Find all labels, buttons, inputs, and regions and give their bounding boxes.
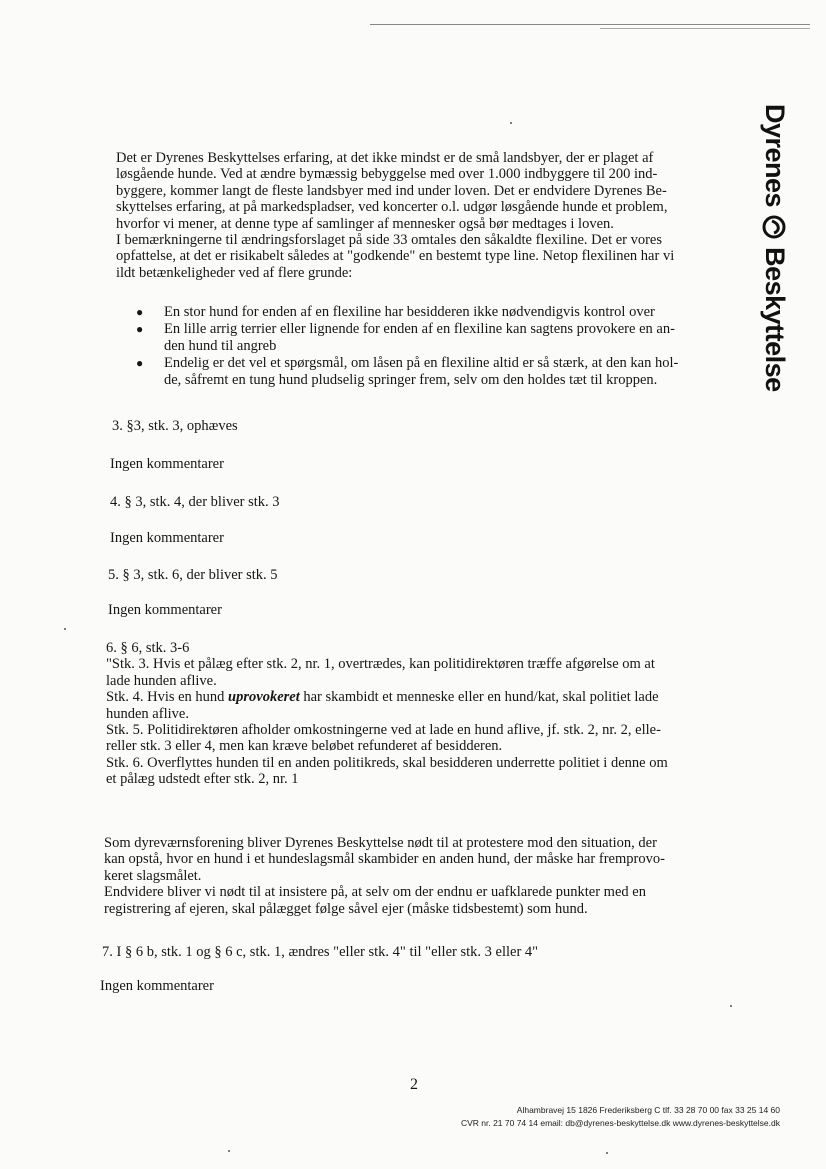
section-3-heading: 3. §3, stk. 3, ophæves bbox=[112, 418, 238, 434]
text-line: den hund til angreb bbox=[164, 337, 277, 354]
bullet-list bbox=[136, 304, 736, 389]
scan-line-top-2 bbox=[600, 28, 810, 29]
section-5-comment: Ingen kommentarer bbox=[108, 602, 222, 618]
list-item bbox=[136, 304, 736, 320]
scan-speck bbox=[228, 1150, 230, 1152]
text-line: et pålæg udstedt efter stk. 2, nr. 1 bbox=[106, 771, 299, 788]
text-line: ildt betænkeligheder ved af flere grunde: bbox=[116, 264, 353, 281]
footer-address: Alhambravej 15 1826 Frederiksberg C tlf. 33 28 70 00 fax 33 25 14 60 bbox=[516, 1105, 780, 1115]
text-line: keret slagsmålet. bbox=[104, 867, 202, 884]
section-7-heading: 7. I § 6 b, stk. 1 og § 6 c, stk. 1, ændres "eller stk. 4" til "eller stk. 3 eller 4" bbox=[102, 944, 539, 960]
brand-logo bbox=[759, 104, 790, 392]
closing-paragraph bbox=[104, 835, 736, 917]
text-line: registrering af ejeren, skal pålægget følge såvel ejer (måske tidsbestemt) som hund. bbox=[104, 900, 588, 917]
page-number: 2 bbox=[410, 1076, 418, 1093]
intro-paragraph bbox=[116, 150, 738, 281]
list-item bbox=[136, 321, 736, 354]
section-5-heading: 5. § 3, stk. 6, der bliver stk. 5 bbox=[108, 567, 278, 583]
letterhead-footer bbox=[410, 1104, 780, 1130]
section-4-heading: 4. § 3, stk. 4, der bliver stk. 3 bbox=[110, 494, 280, 510]
text-line: Endvidere bliver vi nødt til at insistere på, at selv om der endnu er uafklarede punkter med en bbox=[104, 884, 646, 901]
text-line: reller stk. 3 eller 4, men kan kræve beløbet refunderet af besidderen. bbox=[106, 738, 503, 755]
text-line: byggere, kommer langt de fleste landsbyer med ind under loven. Det er endvidere Dyrenes Be- bbox=[116, 182, 667, 199]
bullet-icon: ● bbox=[136, 305, 144, 319]
text-span: Stk. 4. Hvis en hund bbox=[106, 689, 229, 706]
emphasis-uprovokeret: uprovokeret bbox=[228, 689, 300, 706]
text-line: En lille arrig terrier eller lignende for enden af en flexiline kan sagtens provokere en an- bbox=[164, 321, 675, 338]
text-line: hvorfor vi mener, at denne type af samlinger af mennesker også bør medtages i loven. bbox=[116, 215, 614, 232]
section-7-comment: Ingen kommentarer bbox=[100, 978, 214, 994]
bullet-icon: ● bbox=[136, 356, 144, 371]
scan-speck bbox=[510, 122, 512, 124]
text-line: Endelig er det vel et spørgsmål, om låsen på en flexiline altid er så stærk, at den kan hol- bbox=[164, 355, 679, 372]
section-4-comment: Ingen kommentarer bbox=[110, 530, 224, 546]
section-3-comment: Ingen kommentarer bbox=[110, 456, 224, 472]
text-line: kan opstå, hvor en hund i et hundeslagsmål skambider en anden hund, der måske har fremprovo- bbox=[104, 851, 665, 868]
brand-name-part1: Dyrenes bbox=[760, 104, 790, 208]
text-line: Stk. 6. Overflyttes hunden til en anden politikreds, skal besidderen underrette politiet i denne om bbox=[106, 754, 668, 771]
text-line: En stor hund for enden af en flexiline har besidderen ikke nødvendigvis kontrol over bbox=[164, 304, 655, 320]
text-line: Stk. 5. Politidirektøren afholder omkostningerne ved at lade en hund aflive, jf. stk. 2, nr. 2, elle- bbox=[106, 722, 661, 739]
text-line: de, såfremt en tung hund pludselig springer frem, selv om den holdes tæt til kroppen. bbox=[164, 371, 658, 388]
text-line: I bemærkningerne til ændringsforslaget på side 33 omtales den såkaldte flexiline. Det er vores bbox=[116, 232, 663, 249]
scan-line-top bbox=[370, 24, 810, 25]
brand-swirl-icon bbox=[763, 215, 787, 239]
footer-contact: CVR nr. 21 70 74 14 email: db@dyrenes-beskyttelse.dk www.dyrenes-beskyttelse.dk bbox=[460, 1118, 780, 1128]
text-span: har skambidt et menneske eller en hund/kat, skal politiet lade bbox=[299, 689, 659, 706]
text-line: lade hunden aflive. bbox=[106, 672, 217, 689]
brand-name-part2: Beskyttelse bbox=[760, 247, 790, 392]
text-line: "Stk. 3. Hvis et pålæg efter stk. 2, nr. 1, overtrædes, kan politidirektøren træffe afgørelse om at bbox=[106, 656, 655, 673]
text-line: hunden aflive. bbox=[106, 705, 189, 722]
list-item bbox=[136, 355, 736, 388]
scan-speck bbox=[730, 1005, 732, 1007]
scan-speck bbox=[64, 628, 66, 630]
section-6 bbox=[106, 640, 736, 788]
scan-speck bbox=[606, 1152, 608, 1154]
text-line bbox=[106, 689, 736, 705]
text-line: Som dyreværnsforening bliver Dyrenes Beskyttelse nødt til at protestere mod den situation, der bbox=[104, 835, 657, 851]
text-line: skyttelses erfaring, at på markedspladser, ved koncerter o.l. udgør løsgående hunde et problem, bbox=[116, 199, 668, 216]
text-line: Det er Dyrenes Beskyttelses erfaring, at det ikke mindst er de små landsbyer, der er plaget af bbox=[116, 150, 654, 166]
text-line: opfattelse, at det er risikabelt således at "godkende" en bestemt type line. Netop flexilinen har vi bbox=[116, 248, 675, 265]
text-line: løsgående hunde. Ved at ændre bymæssig bebyggelse med over 1.000 indbyggere til 200 ind- bbox=[116, 166, 658, 183]
section-6-heading: 6. § 6, stk. 3-6 bbox=[106, 640, 190, 656]
bullet-icon: ● bbox=[136, 322, 144, 337]
